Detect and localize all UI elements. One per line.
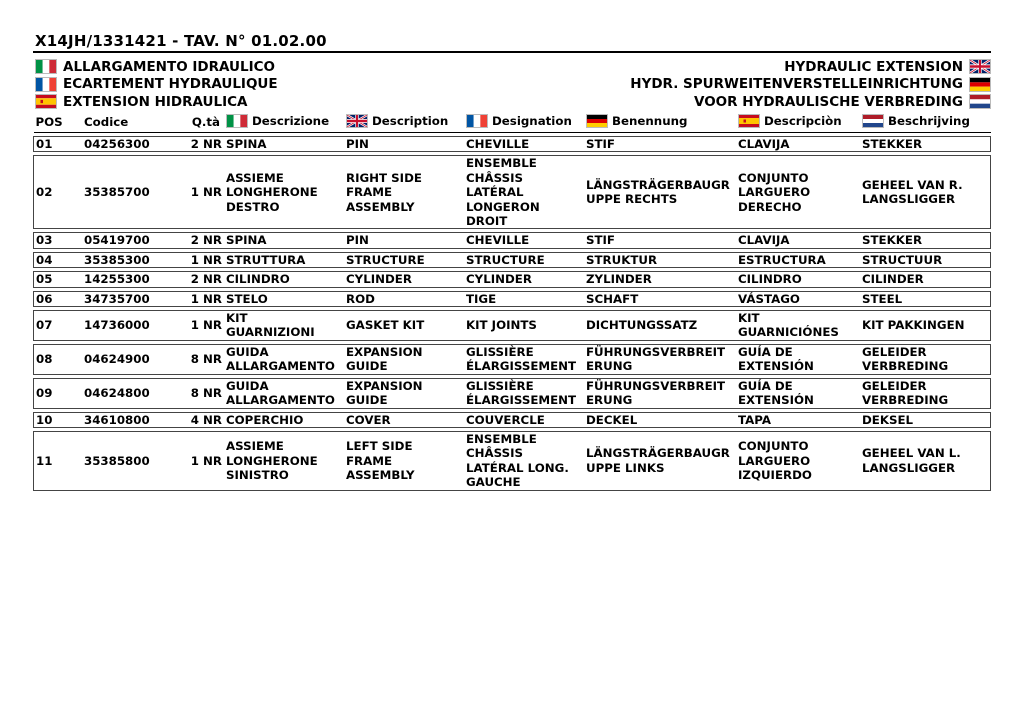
cell-qty: 2 NR xyxy=(182,137,224,152)
cell-text: LÄNGSTRÄGERBAUGR UPPE LINKS xyxy=(586,446,730,475)
column-header-label: Description xyxy=(372,113,449,128)
cell-text: TIGE xyxy=(466,291,497,306)
cell-german xyxy=(584,412,736,427)
heading-text: HYDR. SPURWEITENVERSTELLEINRICHTUNG xyxy=(630,76,963,93)
heading-text: EXTENSION HIDRAULICA xyxy=(63,93,248,110)
heading-text: HYDRAULIC EXTENSION xyxy=(784,58,963,75)
cell-pos: 07 xyxy=(34,311,83,341)
cell-text: COPERCHIO xyxy=(226,412,304,427)
cell-english xyxy=(344,412,464,427)
cell-italian xyxy=(224,291,344,306)
cell-spanish xyxy=(736,252,860,267)
cell-spanish xyxy=(736,291,860,306)
cell-text: CHEVILLE xyxy=(466,137,530,151)
table-row xyxy=(34,137,991,152)
cell-qty: 1 NR xyxy=(182,291,224,306)
heading-text: ECARTEMENT HYDRAULIQUE xyxy=(63,76,278,93)
germany-flag-icon xyxy=(969,77,991,92)
cell-italian xyxy=(224,252,344,267)
cell-code: 35385800 xyxy=(82,431,182,490)
cell-dutch xyxy=(860,291,991,306)
cell-pos: 08 xyxy=(34,344,83,374)
heading-group-right xyxy=(630,58,991,111)
cell-english xyxy=(344,311,464,341)
cell-qty: 1 NR xyxy=(182,156,224,229)
cell-code: 34610800 xyxy=(82,412,182,427)
cell-pos: 02 xyxy=(34,156,83,229)
cell-pos: 10 xyxy=(34,412,83,427)
cell-english xyxy=(344,233,464,248)
heading-english xyxy=(630,58,991,76)
cell-text: SPINA xyxy=(226,137,267,151)
cell-text: CYLINDER xyxy=(466,272,532,287)
column-header-dutch xyxy=(860,113,991,133)
cell-code: 04624800 xyxy=(82,378,182,408)
column-header-label: Benennung xyxy=(612,113,688,128)
cell-qty: 2 NR xyxy=(182,233,224,248)
cell-qty: 2 NR xyxy=(182,272,224,287)
france-flag-icon xyxy=(35,77,57,92)
cell-code: 14255300 xyxy=(82,272,182,287)
cell-text: GELEIDER VERBREDING xyxy=(862,378,949,408)
cell-english xyxy=(344,137,464,152)
cell-text: GUÍA DE EXTENSIÓN xyxy=(738,378,814,408)
column-header-pos: POS xyxy=(35,115,63,130)
cell-text: GEHEEL VAN L. LANGSLIGGER xyxy=(862,446,961,475)
title-divider xyxy=(33,51,991,53)
cell-code: 14736000 xyxy=(82,311,182,341)
table-header-row xyxy=(34,113,991,133)
column-header-spanish xyxy=(736,113,860,133)
cell-french xyxy=(464,156,584,229)
cell-text: GUÍA DE EXTENSIÓN xyxy=(738,344,814,374)
cell-code: 35385300 xyxy=(82,252,182,267)
cell-text: PIN xyxy=(346,233,369,248)
cell-text: STIF xyxy=(586,137,615,151)
column-header-english xyxy=(344,113,464,133)
spain-flag-icon xyxy=(738,114,760,128)
cell-qty: 1 NR xyxy=(182,431,224,490)
cell-text: KIT PAKKINGEN xyxy=(862,318,965,333)
cell-german xyxy=(584,137,736,152)
table-row xyxy=(34,344,991,374)
cell-text: STRUCTURE xyxy=(346,252,425,267)
cell-text: KIT GUARNIZIONI xyxy=(226,311,315,340)
cell-german xyxy=(584,156,736,229)
cell-text: STELO xyxy=(226,291,268,306)
cell-dutch xyxy=(860,233,991,248)
cell-text: DICHTUNGSSATZ xyxy=(586,318,698,333)
column-header-french xyxy=(464,113,584,133)
cell-text: ENSEMBLE CHÂSSIS LATÉRAL LONGERON DROIT xyxy=(466,156,540,229)
heading-text: ALLARGAMENTO IDRAULICO xyxy=(63,58,275,75)
table-row xyxy=(34,412,991,427)
cell-pos: 09 xyxy=(34,378,83,408)
cell-code: 05419700 xyxy=(82,233,182,248)
cell-german xyxy=(584,272,736,287)
cell-german xyxy=(584,291,736,306)
cell-pos: 04 xyxy=(34,252,83,267)
cell-text: CLAVIJA xyxy=(738,233,790,248)
cell-text: KIT JOINTS xyxy=(466,318,537,333)
table-row xyxy=(34,272,991,287)
cell-code: 35385700 xyxy=(82,156,182,229)
table-row xyxy=(34,311,991,341)
cell-text: STEKKER xyxy=(862,233,923,248)
cell-text: GELEIDER VERBREDING xyxy=(862,344,949,374)
cell-english xyxy=(344,272,464,287)
cell-text: CYLINDER xyxy=(346,272,412,287)
cell-english xyxy=(344,156,464,229)
cell-spanish xyxy=(736,431,860,490)
cell-german xyxy=(584,431,736,490)
cell-french xyxy=(464,137,584,152)
table-row xyxy=(34,378,991,408)
cell-text: VÁSTAGO xyxy=(738,291,800,306)
cell-text: GLISSIÈRE ÉLARGISSEMENT xyxy=(466,378,577,408)
cell-dutch xyxy=(860,378,991,408)
cell-text: FÜHRUNGSVERBREIT ERUNG xyxy=(586,378,726,408)
heading-french xyxy=(35,76,278,94)
cell-text: LEFT SIDE FRAME ASSEMBLY xyxy=(346,439,415,482)
cell-english xyxy=(344,344,464,374)
cell-qty: 8 NR xyxy=(182,344,224,374)
cell-text: STEEL xyxy=(862,291,903,306)
cell-spanish xyxy=(736,156,860,229)
cell-text: LÄNGSTRÄGERBAUGR UPPE RECHTS xyxy=(586,178,730,207)
cell-spanish xyxy=(736,311,860,341)
cell-german xyxy=(584,252,736,267)
cell-italian xyxy=(224,311,344,341)
netherlands-flag-icon xyxy=(862,114,884,128)
cell-german xyxy=(584,311,736,341)
cell-code: 04256300 xyxy=(82,137,182,152)
cell-text: ENSEMBLE CHÂSSIS LATÉRAL LONG. GAUCHE xyxy=(466,431,569,490)
cell-text: PIN xyxy=(346,137,369,151)
cell-qty: 8 NR xyxy=(182,378,224,408)
italy-flag-icon xyxy=(226,114,248,128)
cell-dutch xyxy=(860,137,991,152)
cell-text: EXPANSION GUIDE xyxy=(346,378,423,408)
cell-italian xyxy=(224,156,344,229)
cell-text: RIGHT SIDE FRAME ASSEMBLY xyxy=(346,170,422,214)
heading-german xyxy=(630,76,991,94)
cell-qty: 4 NR xyxy=(182,412,224,427)
cell-dutch xyxy=(860,412,991,427)
cell-italian xyxy=(224,344,344,374)
cell-text: DEKSEL xyxy=(862,412,914,427)
cell-code: 34735700 xyxy=(82,291,182,306)
cell-italian xyxy=(224,233,344,248)
cell-text: CLAVIJA xyxy=(738,137,790,151)
cell-pos: 01 xyxy=(34,137,83,152)
cell-text: GUIDA ALLARGAMENTO xyxy=(226,378,335,408)
cell-text: CONJUNTO LARGUERO DERECHO xyxy=(738,170,811,214)
cell-text: CILINDRO xyxy=(738,272,802,287)
cell-italian xyxy=(224,378,344,408)
cell-text: STRUTTURA xyxy=(226,252,306,267)
cell-spanish xyxy=(736,272,860,287)
cell-spanish xyxy=(736,412,860,427)
cell-qty: 1 NR xyxy=(182,252,224,267)
cell-german xyxy=(584,344,736,374)
heading-group-left xyxy=(35,58,278,111)
cell-french xyxy=(464,233,584,248)
cell-text: ESTRUCTURA xyxy=(738,252,826,267)
cell-text: ROD xyxy=(346,291,375,306)
cell-dutch xyxy=(860,344,991,374)
column-header-label: Designation xyxy=(492,113,572,128)
cell-text: TAPA xyxy=(738,412,771,427)
heading-text: VOOR HYDRAULISCHE VERBREDING xyxy=(694,93,963,110)
spain-flag-icon xyxy=(35,94,57,109)
cell-text: ASSIEME LONGHERONE SINISTRO xyxy=(226,439,318,482)
cell-pos: 05 xyxy=(34,272,83,287)
cell-text: STRUCTURE xyxy=(466,252,545,267)
cell-italian xyxy=(224,137,344,152)
cell-qty: 1 NR xyxy=(182,311,224,341)
cell-text: CILINDER xyxy=(862,272,924,287)
cell-italian xyxy=(224,412,344,427)
cell-text: DECKEL xyxy=(586,412,638,427)
cell-dutch xyxy=(860,431,991,490)
cell-dutch xyxy=(860,311,991,341)
cell-text: STEKKER xyxy=(862,137,923,151)
cell-spanish xyxy=(736,344,860,374)
cell-french xyxy=(464,378,584,408)
cell-german xyxy=(584,378,736,408)
germany-flag-icon xyxy=(586,114,608,128)
cell-text: GEHEEL VAN R. LANGSLIGGER xyxy=(862,178,963,207)
cell-text: SPINA xyxy=(226,233,267,248)
cell-text: ZYLINDER xyxy=(586,272,652,287)
italy-flag-icon xyxy=(35,59,57,74)
document-title: X14JH/1331421 - TAV. N° 01.02.00 xyxy=(35,32,327,50)
table-row xyxy=(34,156,991,229)
cell-spanish xyxy=(736,378,860,408)
table-row xyxy=(34,233,991,248)
cell-spanish xyxy=(736,137,860,152)
cell-text: CHEVILLE xyxy=(466,233,530,248)
cell-text: EXPANSION GUIDE xyxy=(346,344,423,374)
table-row xyxy=(34,291,991,306)
column-header-label: Descrizione xyxy=(252,113,330,128)
heading-dutch xyxy=(630,93,991,111)
column-header-german xyxy=(584,113,736,133)
cell-text: COUVERCLE xyxy=(466,412,545,427)
uk-flag-icon xyxy=(969,59,991,74)
cell-french xyxy=(464,344,584,374)
cell-pos: 03 xyxy=(34,233,83,248)
table-row xyxy=(34,431,991,490)
cell-french xyxy=(464,412,584,427)
cell-text: STRUKTUR xyxy=(586,252,658,267)
column-header-label: Beschrijving xyxy=(888,113,970,128)
cell-text: GASKET KIT xyxy=(346,318,425,333)
cell-text: CONJUNTO LARGUERO IZQUIERDO xyxy=(738,439,812,482)
cell-text: STRUCTUUR xyxy=(862,252,943,267)
cell-text: STIF xyxy=(586,233,615,248)
cell-dutch xyxy=(860,156,991,229)
heading-italian xyxy=(35,58,278,76)
cell-english xyxy=(344,431,464,490)
cell-text: GLISSIÈRE ÉLARGISSEMENT xyxy=(466,344,577,374)
cell-code: 04624900 xyxy=(82,344,182,374)
netherlands-flag-icon xyxy=(969,94,991,109)
cell-text: SCHAFT xyxy=(586,291,639,306)
column-header-label: Descripciòn xyxy=(764,113,842,128)
uk-flag-icon xyxy=(346,114,368,128)
cell-french xyxy=(464,291,584,306)
cell-text: KIT GUARNICIÓNES xyxy=(738,311,839,340)
cell-french xyxy=(464,252,584,267)
cell-text: GUIDA ALLARGAMENTO xyxy=(226,344,335,374)
cell-french xyxy=(464,431,584,490)
cell-french xyxy=(464,311,584,341)
cell-pos: 06 xyxy=(34,291,83,306)
cell-text: CILINDRO xyxy=(226,272,290,287)
cell-english xyxy=(344,291,464,306)
cell-french xyxy=(464,272,584,287)
france-flag-icon xyxy=(466,114,488,128)
cell-dutch xyxy=(860,252,991,267)
heading-spanish xyxy=(35,93,278,111)
cell-text: COVER xyxy=(346,412,391,427)
column-header-qty: Q.tà xyxy=(191,115,220,130)
column-header-code: Codice xyxy=(84,115,129,130)
cell-pos: 11 xyxy=(34,431,83,490)
cell-text: ASSIEME LONGHERONE DESTRO xyxy=(226,170,318,214)
cell-english xyxy=(344,378,464,408)
cell-italian xyxy=(224,272,344,287)
cell-spanish xyxy=(736,233,860,248)
cell-dutch xyxy=(860,272,991,287)
cell-italian xyxy=(224,431,344,490)
cell-english xyxy=(344,252,464,267)
parts-table-body xyxy=(34,133,991,491)
parts-table xyxy=(33,113,991,491)
cell-text: FÜHRUNGSVERBREIT ERUNG xyxy=(586,344,726,374)
table-row xyxy=(34,252,991,267)
cell-german xyxy=(584,233,736,248)
column-header-italian xyxy=(224,113,344,133)
